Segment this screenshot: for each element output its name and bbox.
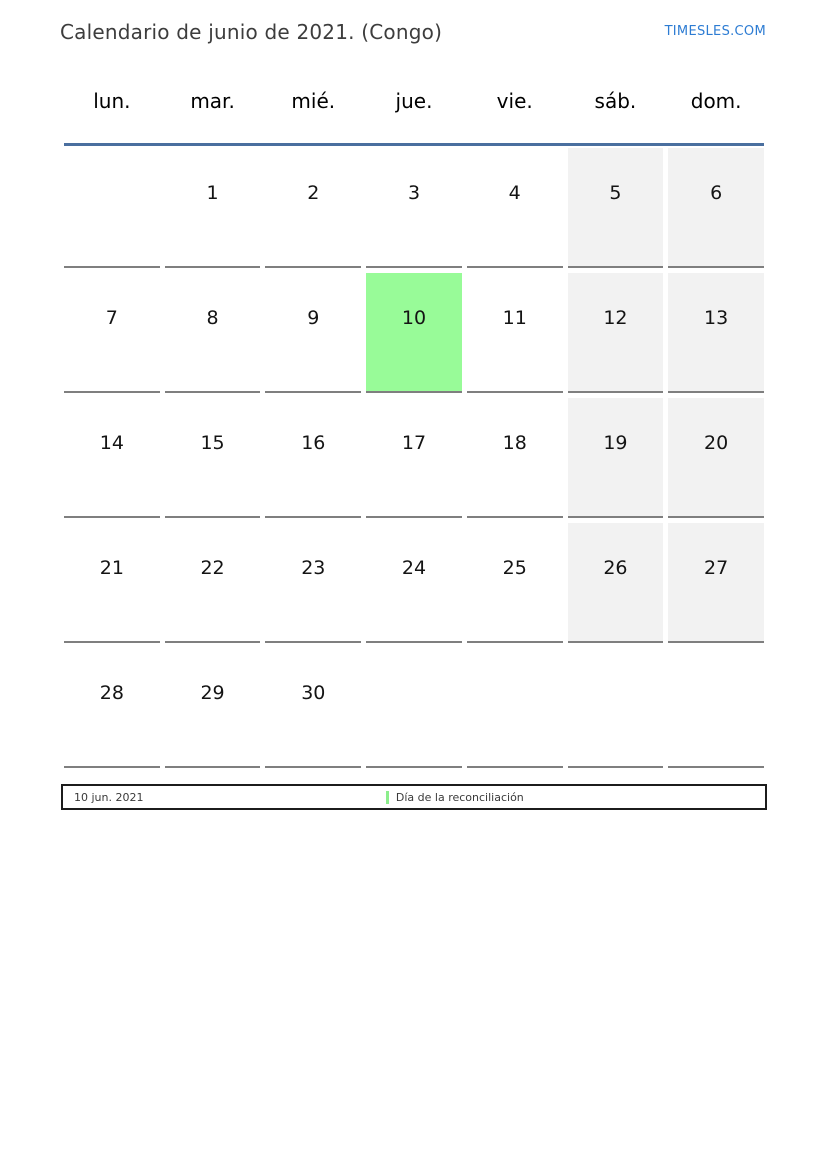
weekday-header-dom: dom. bbox=[690, 89, 742, 113]
day-cell-3: 3 bbox=[366, 148, 462, 268]
day-cell-empty bbox=[668, 648, 764, 768]
day-cell-4: 4 bbox=[467, 148, 563, 268]
day-cell-2: 2 bbox=[265, 148, 361, 268]
holiday-marker-icon bbox=[386, 791, 389, 804]
day-cell-17: 17 bbox=[366, 398, 462, 518]
day-cell-30: 30 bbox=[265, 648, 361, 768]
day-cell-25: 25 bbox=[467, 523, 563, 643]
weekday-header-jue: jue. bbox=[395, 89, 433, 113]
day-cell-empty bbox=[366, 648, 462, 768]
day-cell-12: 12 bbox=[568, 273, 664, 393]
weekday-header-mie: mié. bbox=[291, 89, 336, 113]
header-divider-line bbox=[64, 143, 764, 146]
weekday-header-lun: lun. bbox=[93, 89, 131, 113]
day-cell-15: 15 bbox=[165, 398, 261, 518]
weekday-header-mar: mar. bbox=[190, 89, 235, 113]
day-cell-16: 16 bbox=[265, 398, 361, 518]
legend-box bbox=[61, 784, 767, 810]
day-cell-13: 13 bbox=[668, 273, 764, 393]
weekday-header-sab: sáb. bbox=[594, 89, 637, 113]
day-cell-11: 11 bbox=[467, 273, 563, 393]
day-cell-27: 27 bbox=[668, 523, 764, 643]
day-cell-23: 23 bbox=[265, 523, 361, 643]
day-cell-21: 21 bbox=[64, 523, 160, 643]
day-cell-22: 22 bbox=[165, 523, 261, 643]
day-cell-19: 19 bbox=[568, 398, 664, 518]
day-cell-empty bbox=[64, 148, 160, 268]
calendar-grid bbox=[64, 148, 764, 768]
day-cell-1: 1 bbox=[165, 148, 261, 268]
day-cell-6: 6 bbox=[668, 148, 764, 268]
day-cell-24: 24 bbox=[366, 523, 462, 643]
legend-event bbox=[386, 791, 524, 804]
day-cell-7: 7 bbox=[64, 273, 160, 393]
day-cell-empty bbox=[568, 648, 664, 768]
day-cell-empty bbox=[467, 648, 563, 768]
day-cell-20: 20 bbox=[668, 398, 764, 518]
page-title: Calendario de junio de 2021. (Congo) bbox=[60, 20, 443, 44]
legend-event-label: Día de la reconciliación bbox=[395, 790, 524, 804]
legend-date: 10 jun. 2021 bbox=[74, 790, 144, 804]
site-link[interactable]: TIMESLES.COM bbox=[664, 24, 766, 39]
day-cell-9: 9 bbox=[265, 273, 361, 393]
day-cell-18: 18 bbox=[467, 398, 563, 518]
day-cell-29: 29 bbox=[165, 648, 261, 768]
day-cell-8: 8 bbox=[165, 273, 261, 393]
day-cell-28: 28 bbox=[64, 648, 160, 768]
weekday-header-row bbox=[64, 89, 764, 113]
day-cell-14: 14 bbox=[64, 398, 160, 518]
day-cell-5: 5 bbox=[568, 148, 664, 268]
weekday-header-vie: vie. bbox=[496, 89, 533, 113]
day-cell-26: 26 bbox=[568, 523, 664, 643]
day-cell-10: 10 bbox=[366, 273, 462, 393]
